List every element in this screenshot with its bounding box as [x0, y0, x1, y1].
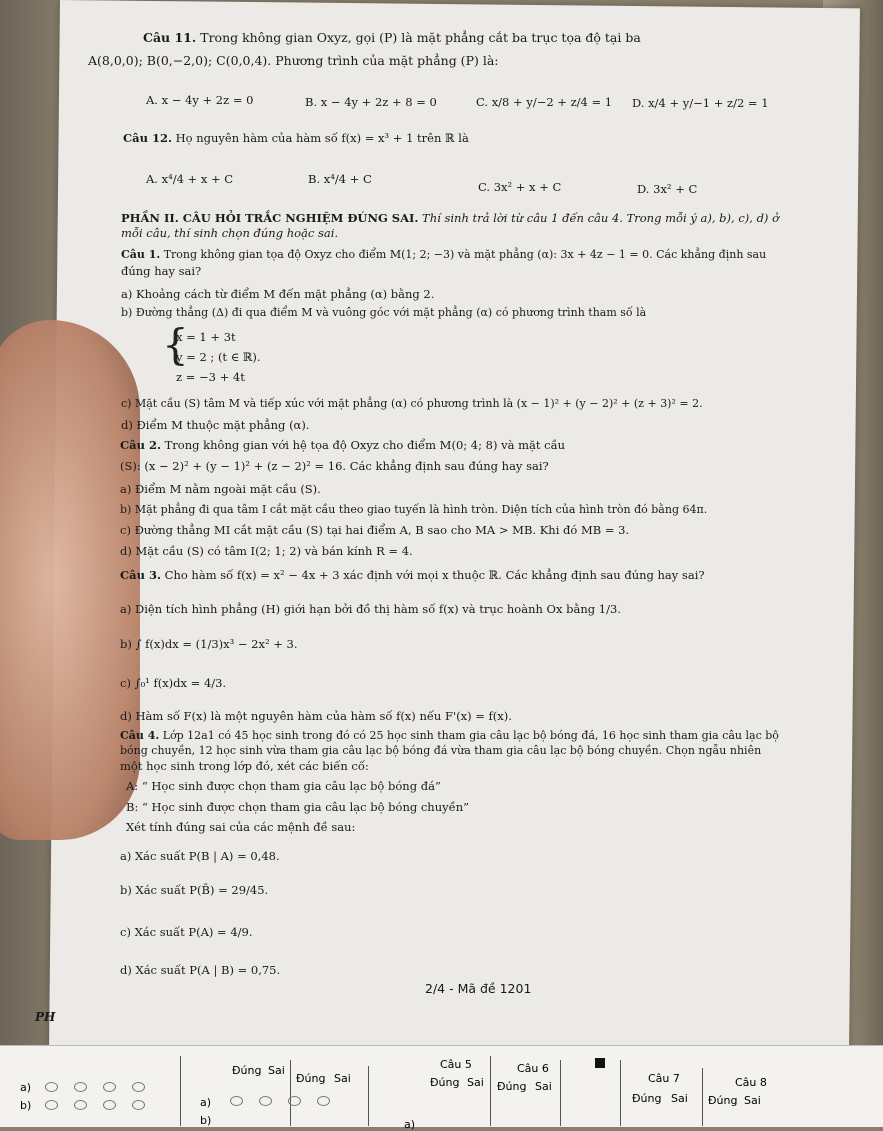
c3-statement-d: d) Hàm số F(x) là một nguyên hàm của hàm số f(x) nếu F'(x) = f(x). — [120, 709, 512, 723]
c2-statement-d: d) Mặt cầu (S) có tâm I(2; 1; 2) và bán kính R = 4. — [120, 544, 413, 558]
c1-statement-d: d) Điểm M thuộc mặt phẳng (α). — [121, 418, 310, 432]
sheet-cau8: Câu 8 — [735, 1076, 767, 1089]
c4-statement-c: c) Xác suất P(A) = 4/9. — [120, 925, 253, 939]
c2-statement-c: c) Đường thẳng MI cắt mặt cầu (S) tại hai điểm A, B sao cho MA > MB. Khi đó MB = 3. — [120, 523, 630, 537]
q11-option-a: A. x − 4y + 2z = 0 — [146, 93, 254, 107]
c4-statement-b: b) Xác suất P(B̄) = 29/45. — [120, 883, 269, 897]
c1-title: Câu 1. — [121, 248, 161, 261]
q12-option-b: B. x⁴/4 + C — [308, 172, 372, 186]
sheet-header-dung-5: Đúng — [632, 1092, 662, 1105]
c3-statement-a: a) Diện tích hình phẳng (H) giới hạn bởi đồ thị hàm số f(x) và trục hoành Ox bằng 1/3. — [120, 602, 621, 616]
sheet-bubbles-row-b[interactable] — [45, 1098, 161, 1111]
part2-intro2: mỗi câu, thí sinh chọn đúng hoặc sai. — [121, 226, 339, 240]
c3-statement-c: c) ∫₀¹ f(x)dx = 4/3. — [120, 676, 227, 690]
sheet-divider — [490, 1056, 491, 1126]
c1-system-line2: y = 2 ; (t ∈ ℝ). — [176, 350, 261, 364]
c4-stem3: một học sinh trong lớp đó, xét các biến cố: — [120, 759, 369, 773]
q12-stem: Họ nguyên hàm của hàm số f(x) = x³ + 1 trên ℝ là — [175, 131, 469, 145]
sheet-col3-row-a: a) — [404, 1118, 416, 1131]
c2-stem1: Trong không gian với hệ tọa độ Oxyz cho điểm M(0; 4; 8) và mặt cầu — [164, 438, 566, 452]
c4-ask: Xét tính đúng sai của các mệnh đề sau: — [126, 820, 356, 834]
q11-stem2: A(8,0,0); B(0,−2,0); C(0,0,4). Phương trình của mặt phẳng (P) là: — [88, 53, 499, 68]
part2-heading: PHẦN II. CÂU HỎI TRẮC NGHIỆM ĐÚNG SAI. — [121, 211, 419, 225]
sheet-divider — [560, 1060, 561, 1126]
q12-option-c: C. 3x² + x + C — [478, 180, 562, 194]
sheet-divider — [368, 1066, 369, 1126]
sheet-header-sai-3: Sai — [467, 1076, 484, 1089]
c4-stem1: Lớp 12a1 có 45 học sinh trong đó có 25 học sinh tham gia câu lạc bộ bóng đá, 16 học sinh tham gia câu lạc bộ — [162, 729, 779, 742]
corner-label: PH — [35, 1010, 56, 1024]
sheet-divider — [620, 1060, 621, 1126]
c3-stem: Cho hàm số f(x) = x² − 4x + 3 xác định với mọi x thuộc ℝ. Các khẳng định sau đúng hay sai? — [164, 568, 705, 582]
c2-stem2: (S): (x − 2)² + (y − 1)² + (z − 2)² = 16. Các khẳng định sau đúng hay sai? — [120, 459, 549, 473]
part2-intro1: Thí sinh trả lời từ câu 1 đến câu 4. Trong mỗi ý a), b), c), d) ở — [422, 211, 779, 225]
c2-statement-a: a) Điểm M nằm ngoài mặt cầu (S). — [120, 482, 321, 496]
sheet-cau6: Câu 6 — [517, 1062, 549, 1075]
sheet-bubbles-row-a[interactable] — [45, 1080, 161, 1093]
sheet-header-sai-2: Sai — [334, 1072, 351, 1085]
sheet-header-sai-6: Sai — [744, 1094, 761, 1107]
sheet-header-dung-6: Đúng — [708, 1094, 738, 1107]
c1-statement-c: c) Mặt cầu (S) tâm M và tiếp xúc với mặt phẳng (α) có phương trình là (x − 1)² + (y − 2)² + (z + 3)² = 2. — [121, 397, 703, 410]
answer-sheet — [0, 1045, 883, 1131]
q11-line1 — [143, 30, 641, 46]
c1-statement-b: b) Đường thẳng (Δ) đi qua điểm M và vuông góc với mặt phẳng (α) có phương trình tham số là — [121, 306, 647, 319]
c4-event-a: A: “ Học sinh được chọn tham gia câu lạc bộ bóng đá” — [126, 779, 441, 793]
q11-option-b: B. x − 4y + 2z + 8 = 0 — [305, 95, 437, 109]
sheet-cau5: Câu 5 — [440, 1058, 472, 1071]
c1-system-line3: z = −3 + 4t — [176, 370, 245, 384]
sheet-divider — [702, 1068, 703, 1126]
c2-title: Câu 2. — [120, 438, 161, 452]
sheet-header-dung-1: Đúng — [232, 1064, 262, 1077]
c1-stem2: đúng hay sai? — [121, 264, 202, 278]
sheet-header-dung-4: Đúng — [497, 1080, 527, 1093]
c4-statement-a: a) Xác suất P(B | A) = 0,48. — [120, 849, 280, 863]
c4-event-b: B: “ Học sinh được chọn tham gia câu lạc bộ bóng chuyền” — [126, 800, 469, 814]
sheet-col2-row-a: a) — [200, 1096, 212, 1109]
sheet-marker-square — [595, 1058, 605, 1068]
c3-title: Câu 3. — [120, 568, 161, 582]
q12-option-d: D. 3x² + C — [637, 182, 698, 196]
sheet-divider — [290, 1060, 291, 1126]
sheet-divider — [180, 1056, 181, 1126]
sheet-header-sai-5: Sai — [671, 1092, 688, 1105]
sheet-col2-row-b: b) — [200, 1114, 212, 1127]
sheet-cau7: Câu 7 — [648, 1072, 680, 1085]
c3-statement-b: b) ∫ f(x)dx = (1/3)x³ − 2x² + 3. — [120, 637, 298, 651]
sheet-header-dung-3: Đúng — [430, 1076, 460, 1089]
sheet-header-dung-2: Đúng — [296, 1072, 326, 1085]
q11-option-c: C. x/8 + y/−2 + z/4 = 1 — [476, 95, 613, 109]
c4-title: Câu 4. — [120, 729, 160, 742]
c4-statement-d: d) Xác suất P(A | B) = 0,75. — [120, 963, 281, 977]
page-footer: 2/4 - Mã đề 1201 — [425, 981, 532, 996]
q12-title: Câu 12. — [123, 131, 172, 145]
system-brace: { — [162, 320, 189, 369]
c1-system-line1: x = 1 + 3t — [176, 330, 236, 344]
c2-statement-b: b) Mặt phẳng đi qua tâm I cắt mặt cầu theo giao tuyến là hình tròn. Diện tích của hình tròn đó bằng 64π. — [120, 503, 708, 516]
q12-option-a: A. x⁴/4 + x + C — [146, 172, 234, 186]
c1-statement-a: a) Khoảng cách từ điểm M đến mặt phẳng (α) bằng 2. — [121, 287, 435, 301]
c1-stem1: Trong không gian tọa độ Oxyz cho điểm M(1; 2; −3) và mặt phẳng (α): 3x + 4z − 1 = 0. Các khẳng định sau — [163, 248, 767, 261]
sheet-bubbles-col2[interactable] — [230, 1094, 346, 1107]
sheet-row-b-label: b) — [20, 1099, 32, 1112]
q11-stem1: Trong không gian Oxyz, gọi (P) là mặt phẳng cắt ba trục tọa độ tại ba — [200, 30, 641, 45]
sheet-row-a-label: a) — [20, 1081, 32, 1094]
q11-title: Câu 11. — [143, 30, 197, 45]
c4-stem2: bóng chuyền, 12 học sinh vừa tham gia câu lạc bộ bóng đá vừa tham gia câu lạc bộ bóng chuyền. Chọn ngẫu nhiên — [120, 744, 762, 757]
q11-option-d: D. x/4 + y/−1 + z/2 = 1 — [632, 96, 769, 110]
sheet-header-sai-4: Sai — [535, 1080, 552, 1093]
sheet-header-sai-1: Sai — [268, 1064, 285, 1077]
